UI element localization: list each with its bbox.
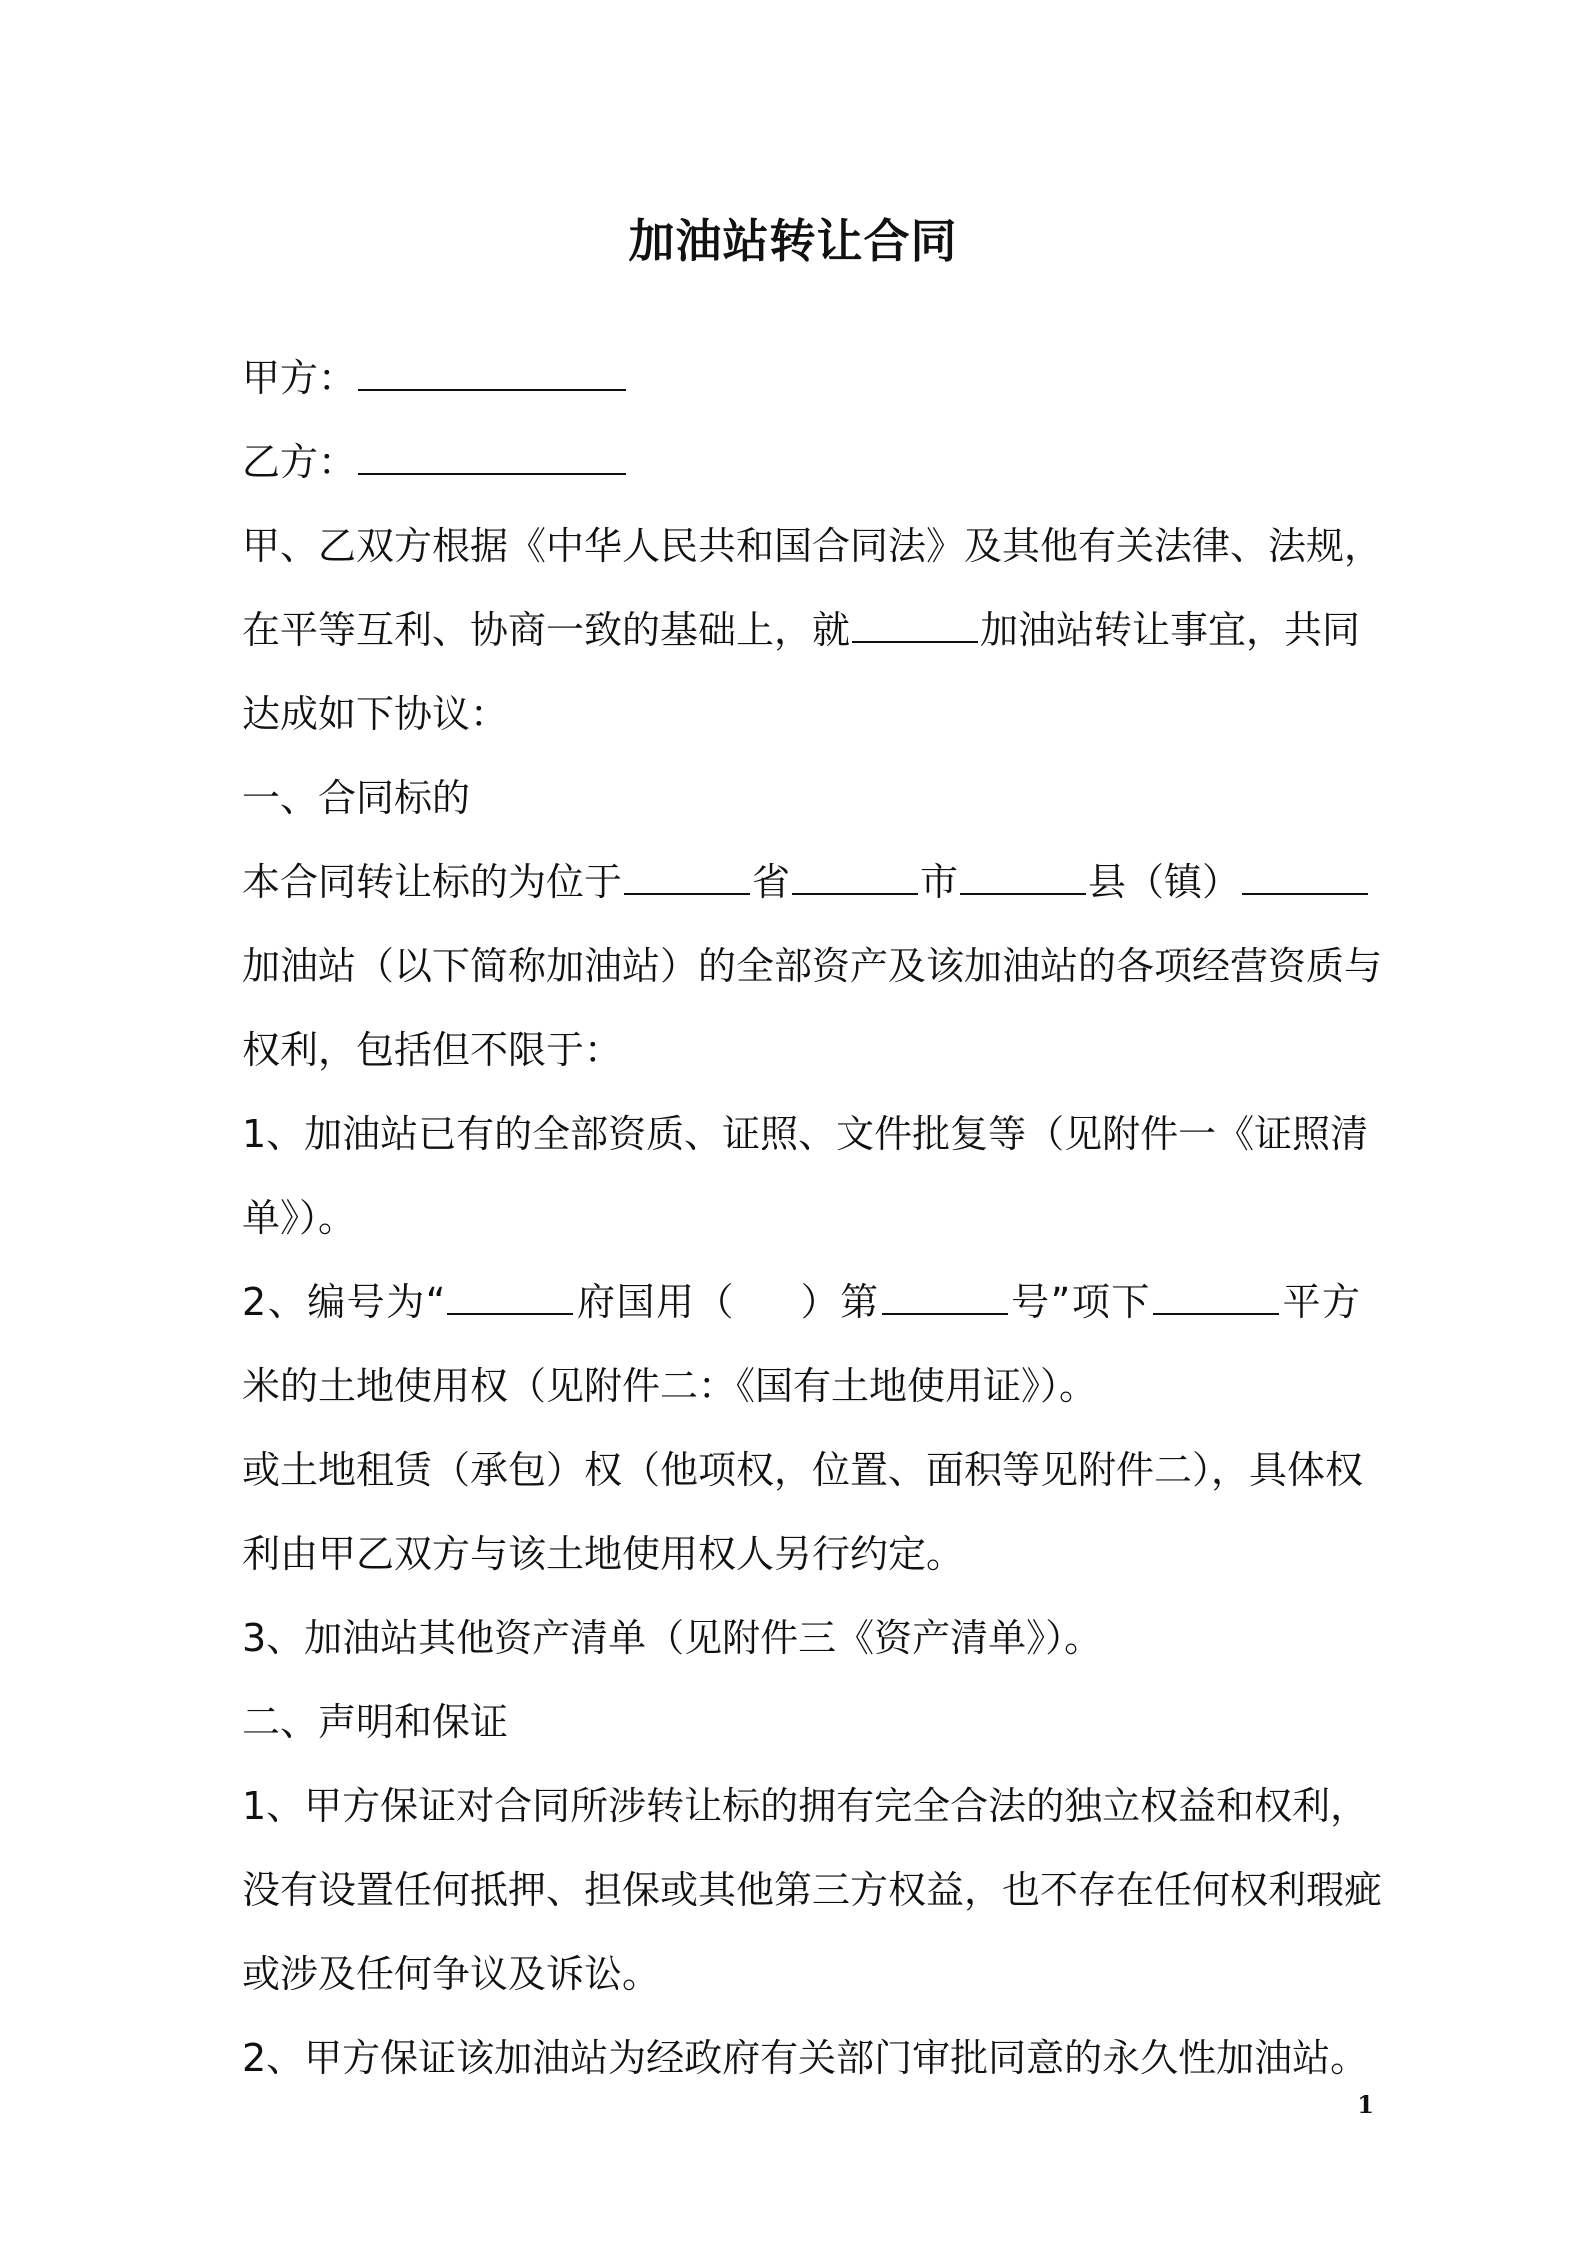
section-2-heading: 二、声明和保证 [242,1700,509,1744]
location-text-a: 本合同转让标的为位于 [242,860,623,904]
item-2-text-a: 2、编号为“ [242,1280,446,1324]
province-blank [624,847,750,895]
section-1-item-2-line-3: 或土地租赁（承包）权（他项权，位置、面积等见附件二），具体权 [242,1448,1364,1492]
section-1-item-1-line-2: 单》）。 [242,1196,357,1240]
party-a-line [242,336,1360,420]
location-text-b: 省 [752,860,791,904]
intro-line-3: 达成如下协议： [242,692,509,736]
certificate-number-blank [882,1267,1008,1315]
section-1-heading: 一、合同标的 [242,776,471,820]
location-text-d: 县（镇） [1088,860,1241,904]
section-1-item-2-line-2: 米的土地使用权（见附件二：《国有土地使用证》）。 [242,1364,1098,1408]
station-name-blank [852,595,978,643]
intro-line-2 [242,588,1360,672]
certificate-prefix-blank [447,1267,573,1315]
county-blank [960,847,1086,895]
section-2-item-2: 2、甲方保证该加油站为经政府有关部门审批同意的永久性加油站。 [242,2036,1369,2080]
section-1-item-2-line-4: 利由甲乙双方与该土地使用权人另行约定。 [242,1532,965,1576]
item-2-text-c: ）第 [799,1280,880,1324]
section-1-p1-line-2: 加油站（以下简称加油站）的全部资产及该加油站的各项经营资质与 [242,944,1383,988]
section-2-item-1-line-3: 或涉及任何争议及诉讼。 [242,1952,661,1996]
section-1-item-1-line-1: 1、加油站已有的全部资质、证照、文件批复等（见附件一《证照清 [242,1112,1369,1156]
city-blank [792,847,918,895]
party-a-blank [358,343,626,391]
section-1-p1-line-3: 权利，包括但不限于： [242,1028,623,1072]
item-2-text-d: 号”项下 [1009,1280,1151,1324]
party-b-blank [358,427,626,475]
party-a-label: 甲方： [242,356,357,400]
town-blank [1242,847,1368,895]
document-title: 加油站转让合同 [628,214,958,268]
section-1-item-3: 3、加油站其他资产清单（见附件三《资产清单》）。 [242,1616,1103,1660]
intro-line-2b: 加油站转让事宜，共同 [980,608,1361,652]
intro-line-1: 甲、乙双方根据《中华人民共和国合同法》及其他有关法律、法规， [242,524,1383,568]
section-2-item-1-line-1: 1、甲方保证对合同所涉转让标的拥有完全合法的独立权益和权利， [242,1784,1369,1828]
item-2-text-e: 平方 [1280,1280,1360,1324]
intro-line-2a: 在平等互利、协商一致的基础上，就 [242,608,851,652]
party-b-label: 乙方： [242,440,357,484]
section-2-item-1-line-2: 没有设置任何抵押、担保或其他第三方权益，也不存在任何权利瑕疵 [242,1868,1383,1912]
document-body [242,336,1383,2100]
certificate-year-blank [737,1269,797,1315]
area-blank [1153,1267,1279,1315]
section-1-item-2-line-1 [242,1260,1360,1344]
section-1-p1-line-1 [242,840,1360,924]
location-text-c: 市 [920,860,959,904]
page-number: 1 [1357,2090,1374,2119]
party-b-line [242,420,1360,504]
item-2-text-b: 府国用（ [575,1280,736,1324]
